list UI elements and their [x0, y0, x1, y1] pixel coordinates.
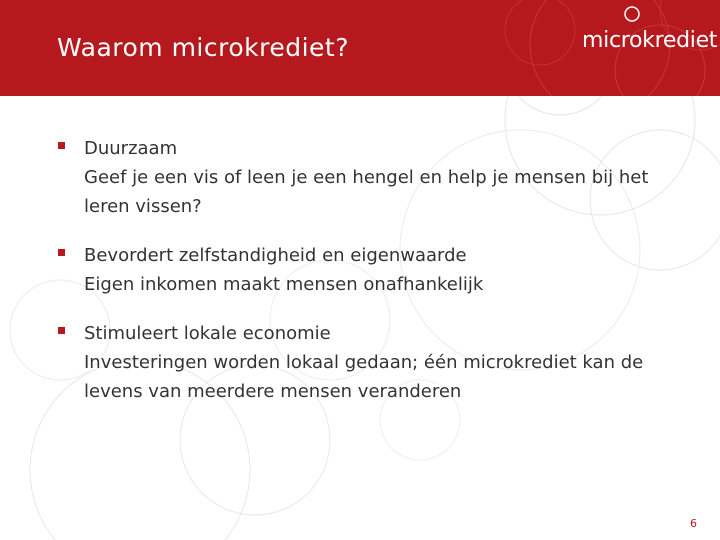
list-item	[58, 319, 678, 406]
square-bullet-icon	[58, 249, 65, 256]
bullet-heading: Duurzaam	[84, 138, 178, 159]
logo-text: microkrediet	[582, 28, 718, 53]
logo-circle-icon	[618, 2, 658, 32]
slide-title: Waarom microkrediet?	[57, 33, 350, 62]
bullet-body: Eigen inkomen maakt mensen onafhankelijk	[84, 274, 484, 295]
bullet-list	[58, 134, 678, 426]
bullet-body: Investeringen worden lokaal gedaan; één microkrediet kan de levens van meerdere mensen veranderen	[84, 352, 644, 402]
bullet-body: Geef je een vis of leen je een hengel en help je mensen bij het leren vissen?	[84, 167, 649, 217]
square-bullet-icon	[58, 142, 65, 149]
square-bullet-icon	[58, 327, 65, 334]
list-item	[58, 241, 678, 299]
bullet-heading: Bevordert zelfstandigheid en eigenwaarde	[84, 245, 467, 266]
title-bar	[0, 0, 720, 96]
bullet-heading: Stimuleert lokale economie	[84, 323, 331, 344]
list-item	[58, 134, 678, 221]
slide-number: 6	[690, 517, 697, 530]
